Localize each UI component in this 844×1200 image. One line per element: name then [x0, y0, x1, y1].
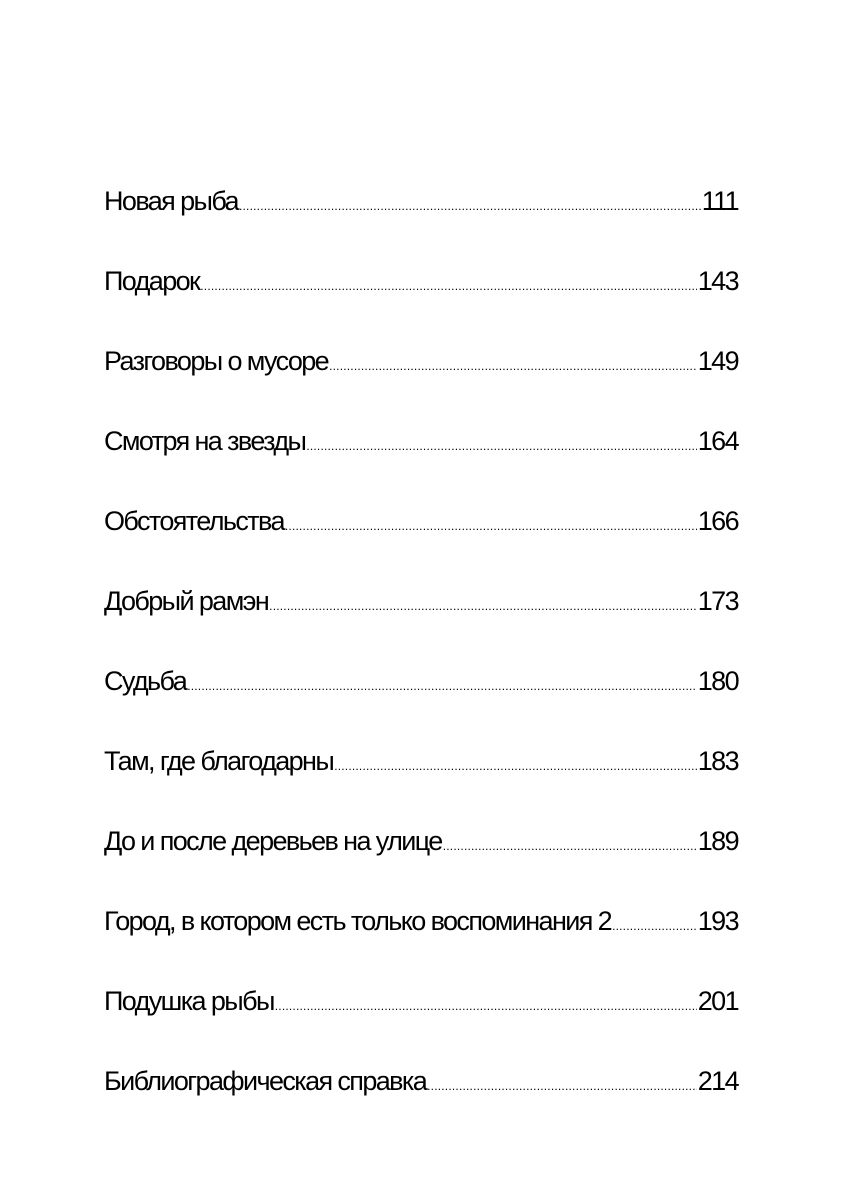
- toc-entry-title: Смотря на звезды: [104, 426, 306, 456]
- toc-entry-page: 193: [697, 906, 738, 936]
- toc-entry-page: 164: [697, 426, 738, 456]
- dot-leader: [285, 519, 697, 533]
- toc-entry-title: Добрый рамэн: [104, 586, 269, 616]
- toc-entry[interactable]: [104, 826, 738, 906]
- toc-entry-title: Судьба: [104, 666, 187, 696]
- toc-entry-title: Библиографическая справка: [104, 1066, 427, 1096]
- dot-leader: [334, 759, 697, 773]
- toc-entry-page: 180: [697, 666, 738, 696]
- toc-entry-page: 189: [697, 826, 738, 856]
- dot-leader: [187, 679, 697, 693]
- toc-entry[interactable]: [104, 666, 738, 746]
- toc-entry-page: 111: [701, 186, 738, 216]
- toc-entry-page: 214: [697, 1066, 738, 1096]
- toc-entry[interactable]: [104, 506, 738, 586]
- toc-entry[interactable]: [104, 266, 738, 346]
- dot-leader: [200, 279, 697, 293]
- dot-leader: [239, 199, 701, 213]
- toc-entry-page: 143: [697, 266, 738, 296]
- toc-entry-page: 173: [697, 586, 738, 616]
- toc-entry-title: Подушка рыбы: [104, 986, 274, 1016]
- toc-entry-title: Там, где благодарны: [104, 746, 334, 776]
- toc-entry[interactable]: [104, 186, 738, 266]
- toc-entry[interactable]: [104, 586, 738, 666]
- toc-entry[interactable]: [104, 986, 738, 1066]
- toc-entry-page: 166: [697, 506, 738, 536]
- toc-entry[interactable]: [104, 746, 738, 826]
- dot-leader: [612, 919, 697, 933]
- toc-entry-title: Обстоятельства: [104, 506, 284, 536]
- toc-entry[interactable]: [104, 1066, 738, 1146]
- toc-entry[interactable]: [104, 906, 738, 986]
- toc-entry-page: 149: [697, 346, 738, 376]
- toc-entry-title: Разговоры о мусоре: [104, 346, 329, 376]
- dot-leader: [275, 999, 697, 1013]
- toc-entry-title: До и после деревьев на улице: [104, 826, 442, 856]
- dot-leader: [306, 439, 696, 453]
- toc-entry-page: 183: [697, 746, 738, 776]
- toc-entry-title: Город, в котором есть только воспоминания 2: [104, 906, 612, 936]
- table-of-contents: [104, 186, 738, 1146]
- toc-entry[interactable]: [104, 426, 738, 506]
- dot-leader: [443, 839, 697, 853]
- toc-entry-title: Новая рыба: [104, 186, 238, 216]
- toc-entry[interactable]: [104, 346, 738, 426]
- toc-entry-title: Подарок: [104, 266, 200, 296]
- dot-leader: [269, 599, 697, 613]
- dot-leader: [427, 1079, 697, 1093]
- toc-entry-page: 201: [697, 986, 738, 1016]
- dot-leader: [329, 359, 697, 373]
